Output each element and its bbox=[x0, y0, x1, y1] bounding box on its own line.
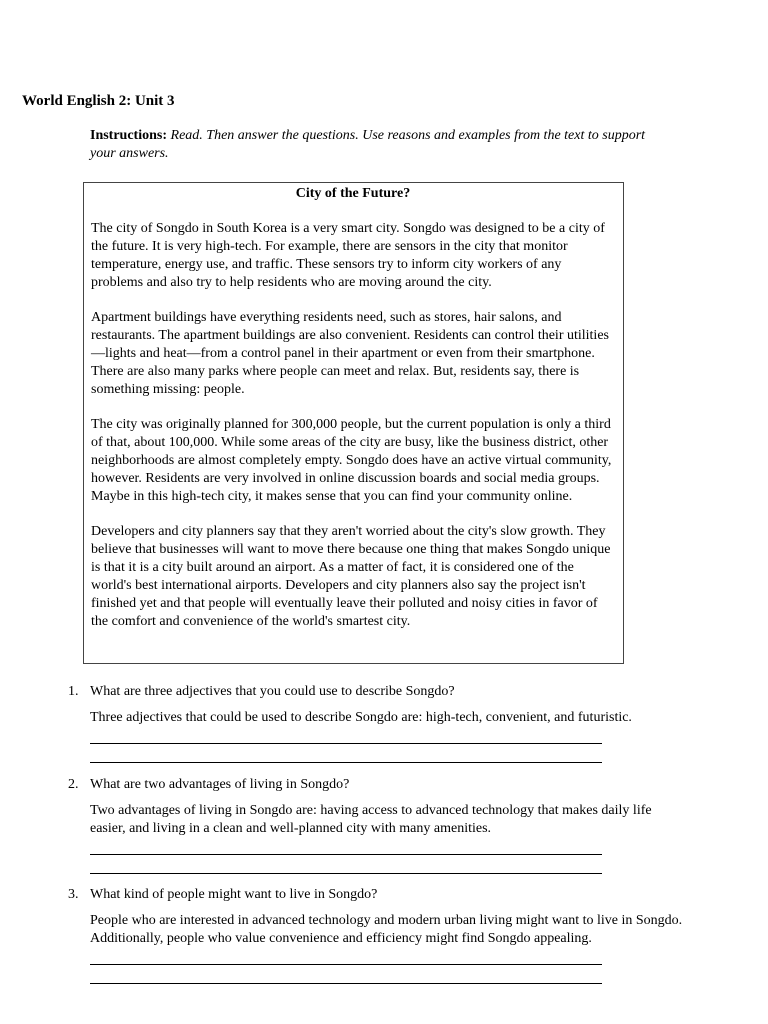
answer-line[interactable] bbox=[90, 762, 602, 763]
page-title: World English 2: Unit 3 bbox=[22, 93, 175, 109]
instructions-label: Instructions: bbox=[90, 128, 168, 143]
passage-paragraph-2: Apartment buildings have everything residents need, such as stores, hair salons, and restaurants. The apartment buildings are also convenient. Residents can control their utilities—lights and heat—from a control panel in their apartment or even from their smartphone. There are also many parks where people can meet and relax. But, residents say, there is something missing: people. bbox=[91, 310, 609, 397]
answer-lines bbox=[90, 743, 602, 763]
answer-text: Three adjectives that could be used to describe Songdo are: high-tech, convenient, and futuristic. bbox=[90, 710, 632, 725]
question-number: 3. bbox=[68, 887, 79, 902]
question-2 bbox=[68, 776, 688, 874]
question-text: What are three adjectives that you could use to describe Songdo? bbox=[90, 684, 455, 699]
passage-paragraph-4: Developers and city planners say that they aren't worried about the city's slow growth. They believe that businesses will want to move there because one thing that makes Songdo unique is that it is a city built around an airport. As a matter of fact, it is considered one of the world's best international airports. Developers and city planners also say the project isn't finished yet and that people will eventually leave their polluted and noisy cities in favor of the comfort and convenience of the world's smartest city. bbox=[91, 524, 611, 629]
question-number: 2. bbox=[68, 777, 79, 792]
instructions bbox=[90, 127, 650, 163]
answer-line[interactable] bbox=[90, 964, 602, 965]
question-number: 1. bbox=[68, 684, 79, 699]
answer-line[interactable] bbox=[90, 743, 602, 744]
passage-paragraph-3: The city was originally planned for 300,000 people, but the current population is only a third of that, about 100,000. While some areas of the city are busy, like the business district, other neighborhoods are almost completely empty. Songdo does have an active virtual community, however. Residents are very involved in online discussion boards and social media groups. Maybe in this high-tech city, it makes sense that you can find your community online. bbox=[91, 417, 612, 504]
answer-line[interactable] bbox=[90, 854, 602, 855]
question-text: What are two advantages of living in Songdo? bbox=[90, 777, 350, 792]
answer-text: People who are interested in advanced technology and modern urban living might want to live in Songdo. Additionally, people who value convenience and efficiency might find Songdo appealing. bbox=[90, 913, 683, 946]
question-1 bbox=[68, 683, 688, 763]
answer-text: Two advantages of living in Songdo are: having access to advanced technology that makes daily life easier, and living in a clean and well-planned city with many amenities. bbox=[90, 803, 652, 836]
reading-passage-box bbox=[83, 182, 624, 664]
answer-lines bbox=[90, 854, 602, 874]
passage-paragraph-1: The city of Songdo in South Korea is a very smart city. Songdo was designed to be a city of the future. It is very high-tech. For example, there are sensors in the city that monitor temperature, energy use, and traffic. These sensors try to inform city workers of any problems and also try to help residents who are moving around the city. bbox=[91, 221, 605, 290]
question-text: What kind of people might want to live in Songdo? bbox=[90, 887, 378, 902]
passage-title: City of the Future? bbox=[295, 186, 411, 201]
answer-line[interactable] bbox=[90, 873, 602, 874]
answer-line[interactable] bbox=[90, 983, 602, 984]
instructions-text: Read. Then answer the questions. Use reasons and examples from the text to support your answers. bbox=[90, 128, 646, 161]
answer-lines bbox=[90, 964, 602, 984]
question-3 bbox=[68, 886, 688, 984]
